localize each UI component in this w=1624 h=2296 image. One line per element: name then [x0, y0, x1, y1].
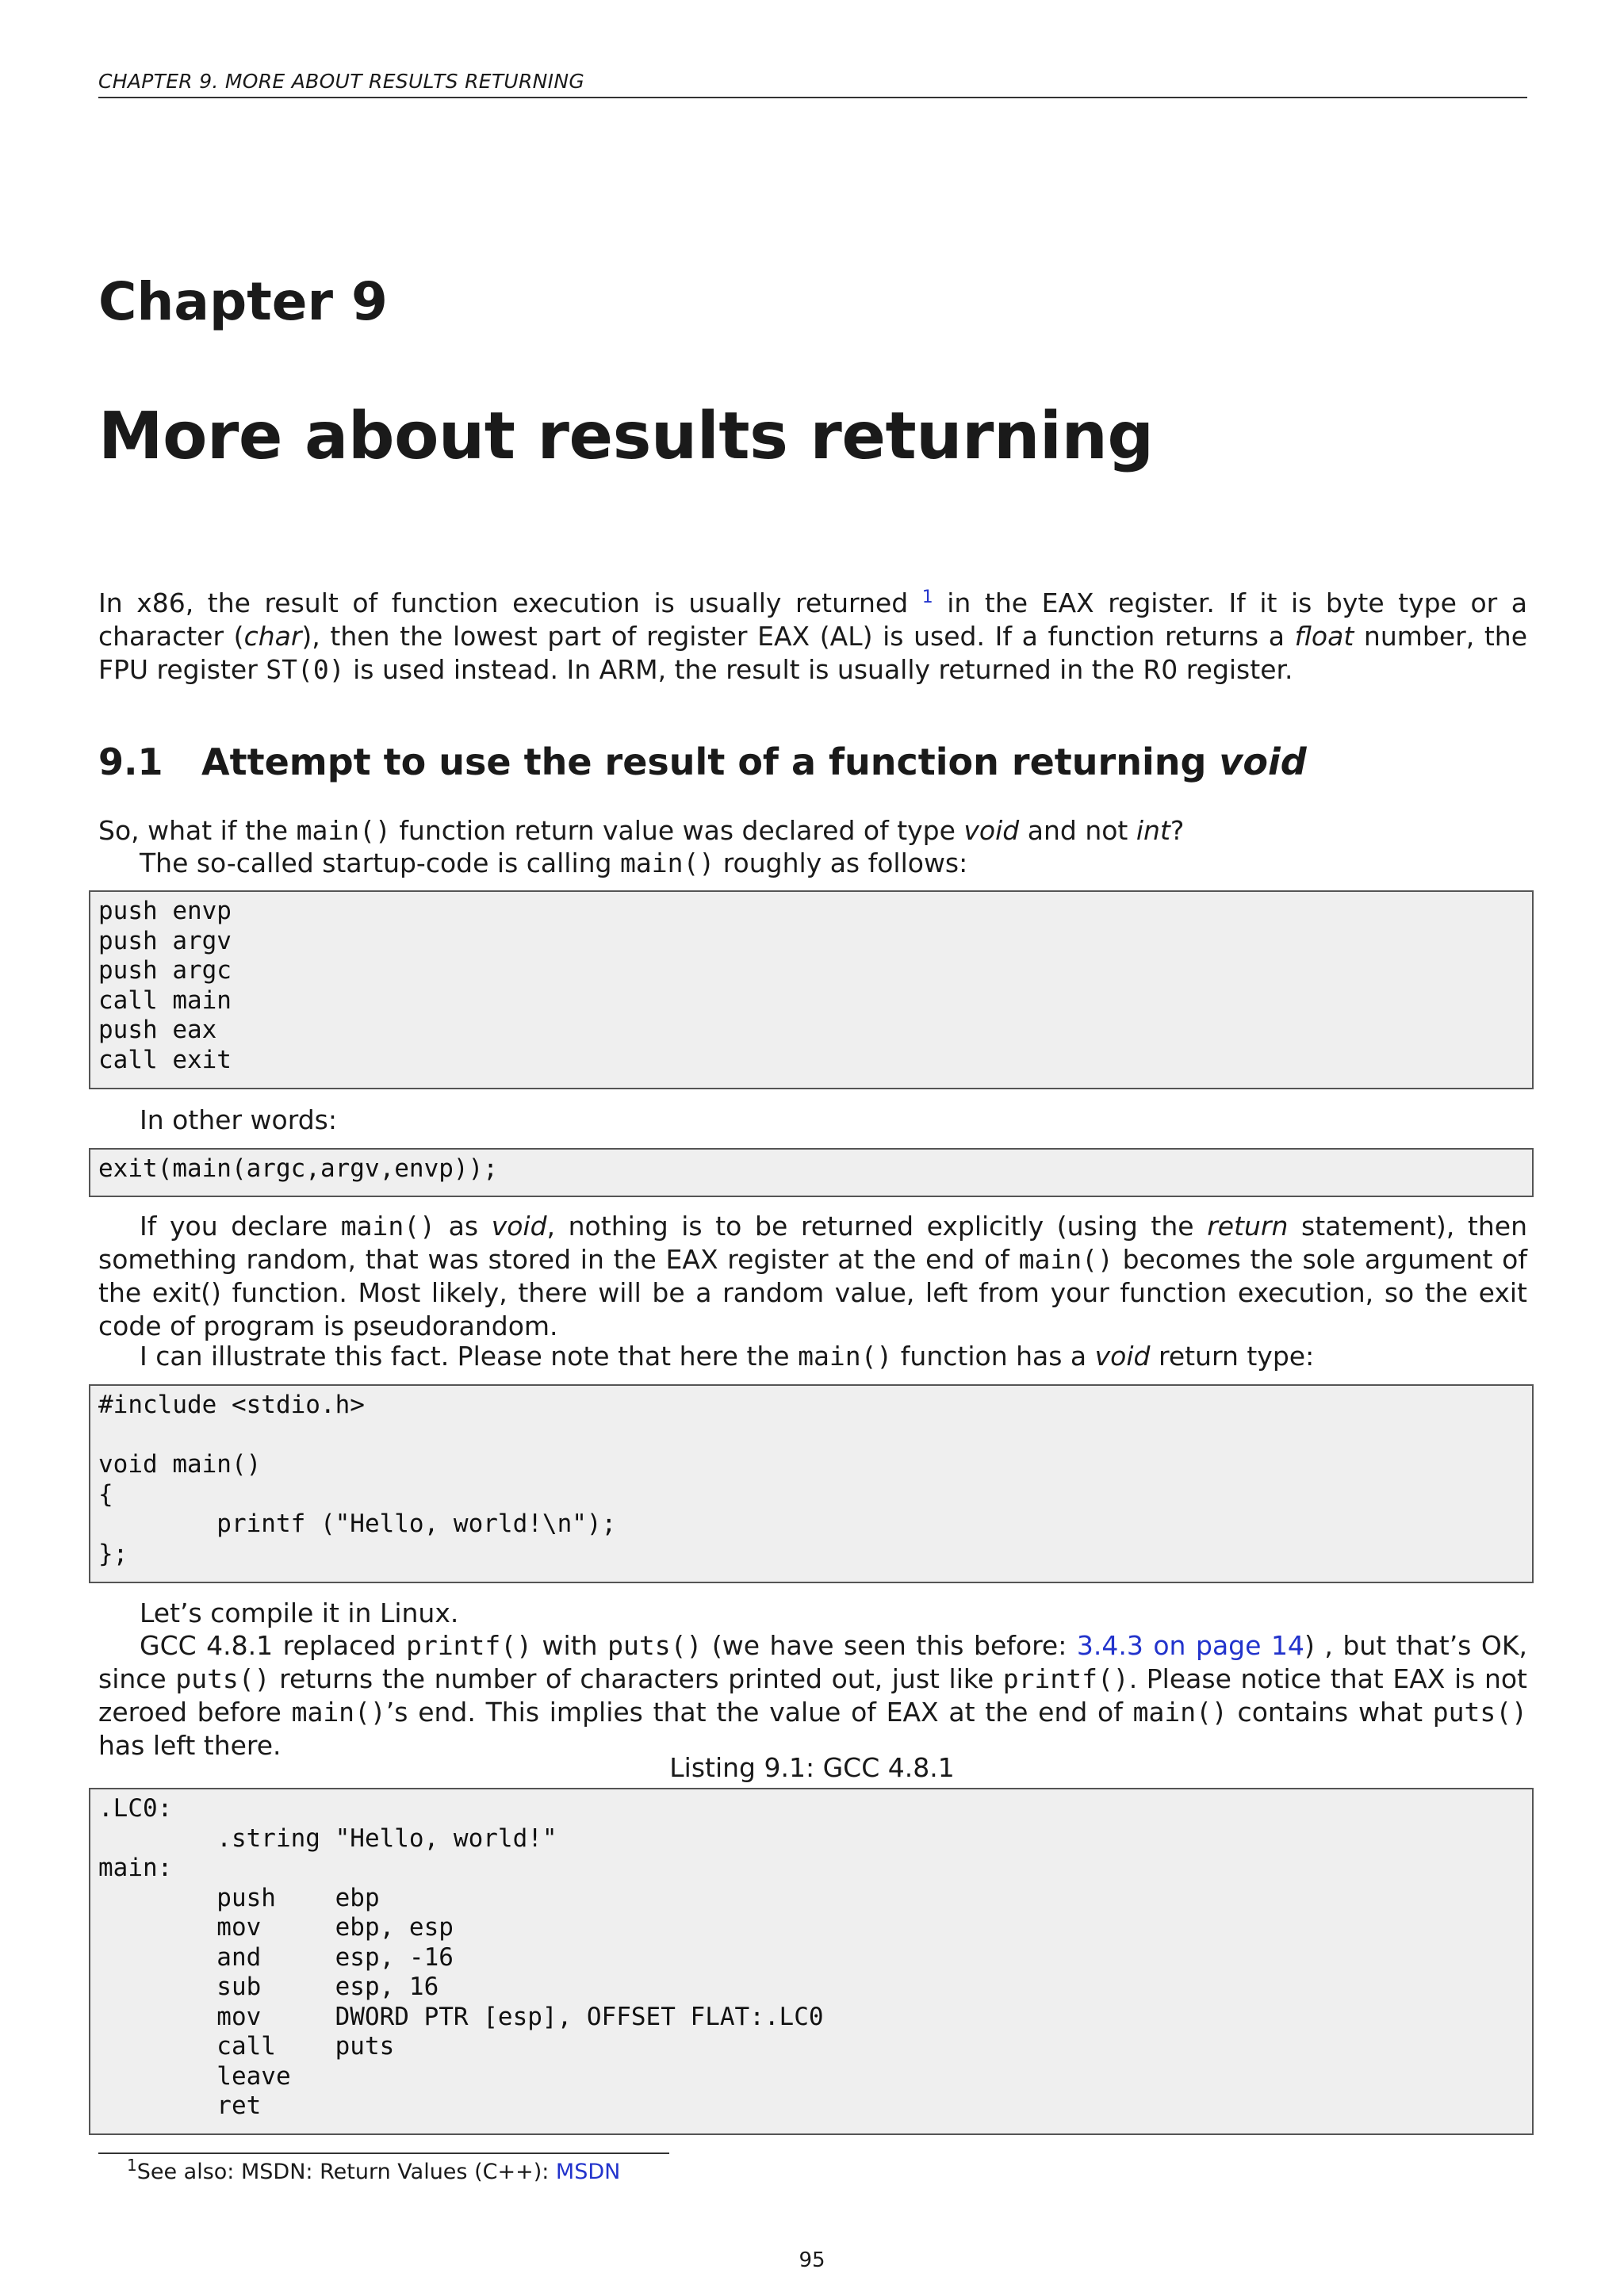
- running-header: CHAPTER 9. MORE ABOUT RESULTS RETURNING: [98, 70, 585, 93]
- code-exit-text: exit(main(argc,argv,envp));: [98, 1154, 498, 1183]
- footnote: $^1$See also: MSDN: Return Values (C++): MSDN: [127, 2156, 621, 2184]
- paragraph-4: If you declare main() as void, nothing is to be returned explicitly (using the return statement), then something random, that was stored in the EAX register at the end of main() becomes the sole argument of the exit() function. Most likely, there will be a random value, left from your function execution, so the exit code of program is pseudorandom.: [98, 1211, 1527, 1341]
- footnote-ref[interactable]: 1: [921, 587, 933, 607]
- code-block-hello: [89, 1384, 1534, 1583]
- code-block-listing: [89, 1788, 1534, 2135]
- section-title: Attempt to use the result of a function returning void: [201, 740, 1307, 783]
- footnote-rule: [98, 2152, 669, 2154]
- chapter-label: Chapter 9: [98, 271, 388, 332]
- paragraph-6: Let’s compile it in Linux.: [140, 1598, 459, 1628]
- listing-caption: Listing 9.1: GCC 4.8.1: [669, 1752, 955, 1783]
- cross-reference-link[interactable]: 3.4.3 on page 14: [1076, 1630, 1304, 1661]
- msdn-link[interactable]: MSDN: [555, 2160, 621, 2184]
- code-startup-text: push envp push argv push argc call main push eax call exit: [98, 897, 232, 1074]
- code-listing-text: .LC0: .string "Hello, world!" main: push ebp mov ebp, esp and esp, -16 sub esp, 16 mov DWORD PTR [esp], OFFSET FLAT:.LC0 call puts leave ret: [98, 1794, 824, 2120]
- paragraph-7: GCC 4.8.1 replaced printf() with puts() (we have seen this before: 3.4.3 on page 14) , but that’s OK, since puts() returns the number of characters printed out, just like printf(). Please notice that EAX is not zeroed before main()’s end. This implies that the value of EAX at the end of main() contains what puts() has left there.: [98, 1630, 1528, 1761]
- page-number: 95: [799, 2248, 825, 2272]
- code-hello-text: #include <stdio.h> void main() { printf ("Hello, world!\n"); };: [98, 1391, 617, 1568]
- chapter-title: More about results returning: [98, 399, 1154, 474]
- intro-paragraph: In x86, the result of function execution is usually returned $^1$ in the EAX register. If it is byte type or a character (char), then the lowest part of register EAX (AL) is used. If a function returns a float number, the FPU register ST(0) is used instead. In ARM, the result is usually returned in the R0 register.: [98, 587, 1528, 685]
- paragraph-1: So, what if the main() function return value was declared of type void and not int?: [98, 815, 1185, 846]
- paragraph-2: The so-called startup-code is calling main() roughly as follows:: [140, 848, 968, 878]
- section-number: 9.1: [98, 740, 163, 783]
- code-block-exit: [89, 1148, 1534, 1197]
- paragraph-5: I can illustrate this fact. Please note that here the main() function has a void return type:: [140, 1341, 1315, 1372]
- code-block-startup: [89, 890, 1534, 1089]
- header-rule: [98, 97, 1527, 98]
- paragraph-3: In other words:: [140, 1104, 337, 1135]
